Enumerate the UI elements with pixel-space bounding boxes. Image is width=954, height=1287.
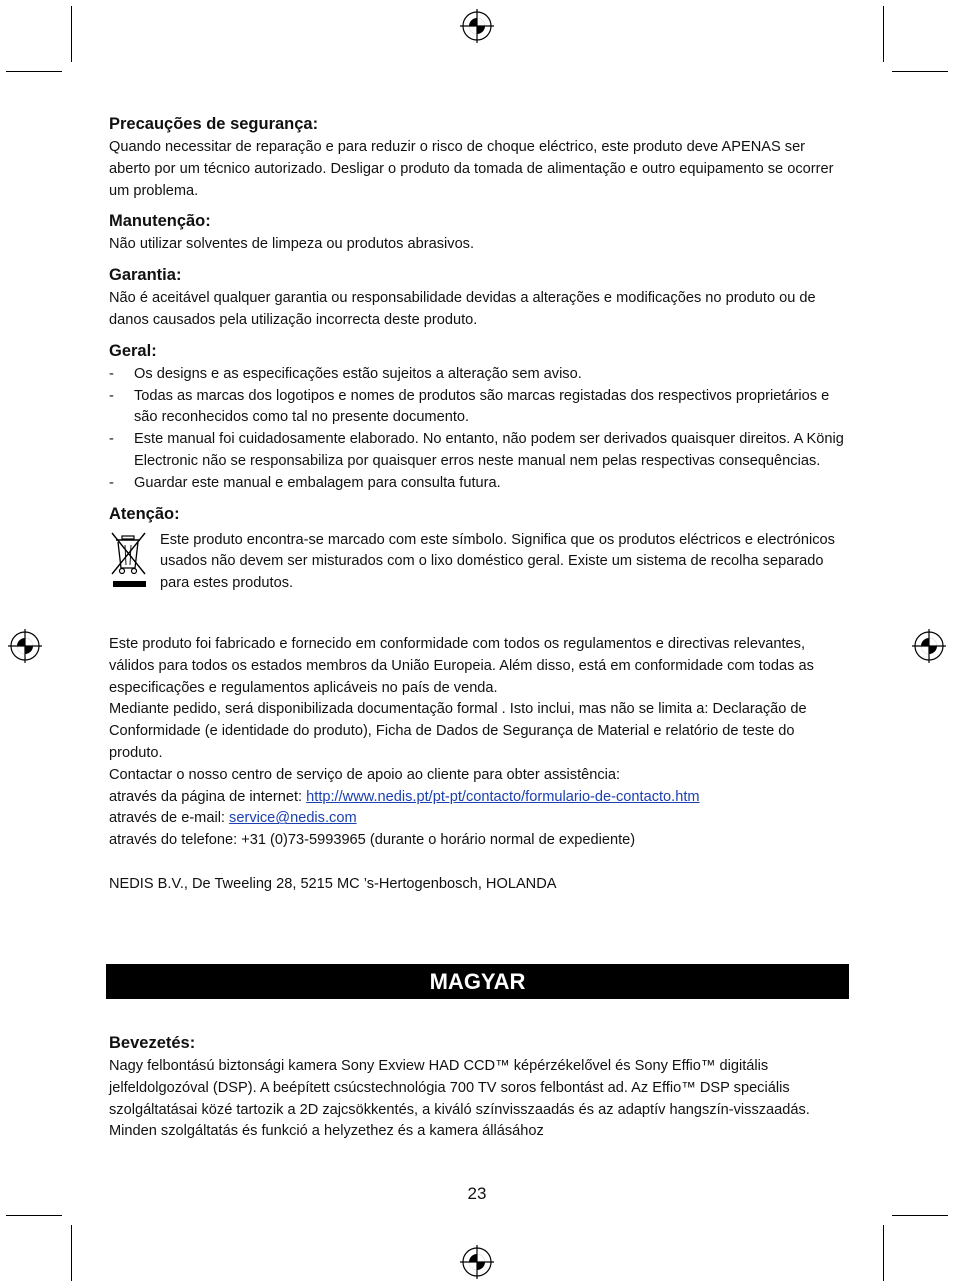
- crop-mark: [6, 71, 62, 72]
- warranty-heading: Garantia:: [109, 266, 182, 285]
- magyar-banner: MAGYAR: [106, 964, 849, 999]
- attention-section: [109, 504, 849, 595]
- maintenance-section: [109, 211, 849, 256]
- safety-heading: Precauções de segurança:: [109, 115, 319, 133]
- conformity-paragraph: Este produto foi fabricado e fornecido em conformidade com todos os regulamentos e directivas relevantes, válidos para todos os estados membros da União Europeia. Além disso, está em conformidade com todas as especificações e regulamentos aplicáveis no país de venda.: [109, 635, 814, 696]
- list-item: - Guardar este manual e embalagem para consulta futura.: [109, 473, 849, 495]
- crop-mark: [6, 1215, 62, 1216]
- address-line: NEDIS B.V., De Tweeling 28, 5215 MC ’s-Hertogenbosch, HOLANDA: [109, 875, 557, 892]
- general-section: [109, 341, 849, 495]
- attention-text: Este produto encontra-se marcado com este símbolo. Significa que os produtos eléctricos e electrónicos usados não devem ser misturados com o lixo doméstico geral. Existe um sistema de recolha separado para estes produtos.: [160, 531, 835, 592]
- attention-heading: Atenção:: [109, 504, 180, 523]
- email-line: [109, 808, 849, 830]
- registration-mark-icon: [460, 1245, 494, 1279]
- phone-line: através do telefone: +31 (0)73-5993965 (durante o horário normal de expediente): [109, 832, 636, 849]
- list-item: - Este manual foi cuidadosamente elaborado. No entanto, não podem ser derivados quaisquer direitos. A König Electronic não se responsabiliza por quaisquer erros neste manual nem pelas respectivas consequências.: [109, 429, 849, 473]
- crop-mark: [892, 71, 948, 72]
- intro-heading: Bevezetés:: [109, 1034, 196, 1052]
- conformity-request: Mediante pedido, será disponibilizada documentação formal . Isto inclui, mas não se limita a: Declaração de Conformidade (e identidade do produto), Ficha de Dados de Segurança de Material e relatório de teste do produto.: [109, 701, 807, 761]
- web-link[interactable]: http://www.nedis.pt/pt-pt/contacto/formulario-de-contacto.htm: [306, 788, 700, 805]
- crop-mark: [71, 1225, 72, 1281]
- hungarian-intro-section: [109, 1033, 854, 1143]
- warranty-section: [109, 265, 849, 332]
- email-link[interactable]: service@nedis.com: [229, 810, 357, 827]
- registration-mark-icon: [460, 9, 494, 43]
- safety-text: Quando necessitar de reparação e para reduzir o risco de choque eléctrico, este produto deve APENAS ser aberto por um técnico autorizado. Desligar o produto da tomada de alimentação e outro equipamento se ocorrer um problema.: [109, 139, 834, 199]
- warranty-text: Não é aceitável qualquer garantia ou responsabilidade devidas a alterações e modificações no produto ou de danos causados pela utilização incorrecta deste produto.: [109, 290, 816, 328]
- crop-mark: [71, 6, 72, 62]
- list-item: - Os designs e as especificações estão sujeitos a alteração sem aviso.: [109, 364, 849, 386]
- email-prefix: através de e-mail:: [109, 810, 230, 827]
- page-number: 23: [467, 1184, 487, 1203]
- general-list: [109, 364, 849, 495]
- list-item: - Todas as marcas dos logotipos e nomes de produtos são marcas registadas dos respectivos proprietários e são reconhecidos como tal no presente documento.: [109, 386, 849, 430]
- general-heading: Geral:: [109, 341, 157, 360]
- web-line: [109, 787, 849, 809]
- maintenance-text: Não utilizar solventes de limpeza ou produtos abrasivos.: [109, 236, 475, 253]
- web-prefix: através da página de internet:: [109, 788, 307, 805]
- attention-row: [109, 530, 849, 595]
- registration-mark-icon: [8, 629, 42, 663]
- portuguese-section: [109, 114, 849, 896]
- intro-text: Nagy felbontású biztonsági kamera Sony Exview HAD CCD™ képérzékelővel és Sony Effio™ digitális jelfeldolgozóval (DSP). A beépített csúcstechnológia 700 TV soros felbontást ad. Az Effio™ DSP speciális szolgáltatásai közé tartozik a 2D zajcsökkentés, a kiváló színvisszaadás és az adaptív hangszín-visszaadás. Minden szolgáltatás és funkció a helyzethez és a kamera állásához: [109, 1058, 810, 1140]
- maintenance-heading: Manutenção:: [109, 212, 211, 231]
- crop-mark: [883, 1225, 884, 1281]
- crop-mark: [883, 6, 884, 62]
- conformity-section: [109, 634, 849, 896]
- contact-text: Contactar o nosso centro de serviço de apoio ao cliente para obter assistência:: [109, 766, 621, 783]
- weee-crossed-bin-icon: [109, 530, 151, 592]
- registration-mark-icon: [912, 629, 946, 663]
- crop-mark: [892, 1215, 948, 1216]
- safety-section: [109, 114, 849, 202]
